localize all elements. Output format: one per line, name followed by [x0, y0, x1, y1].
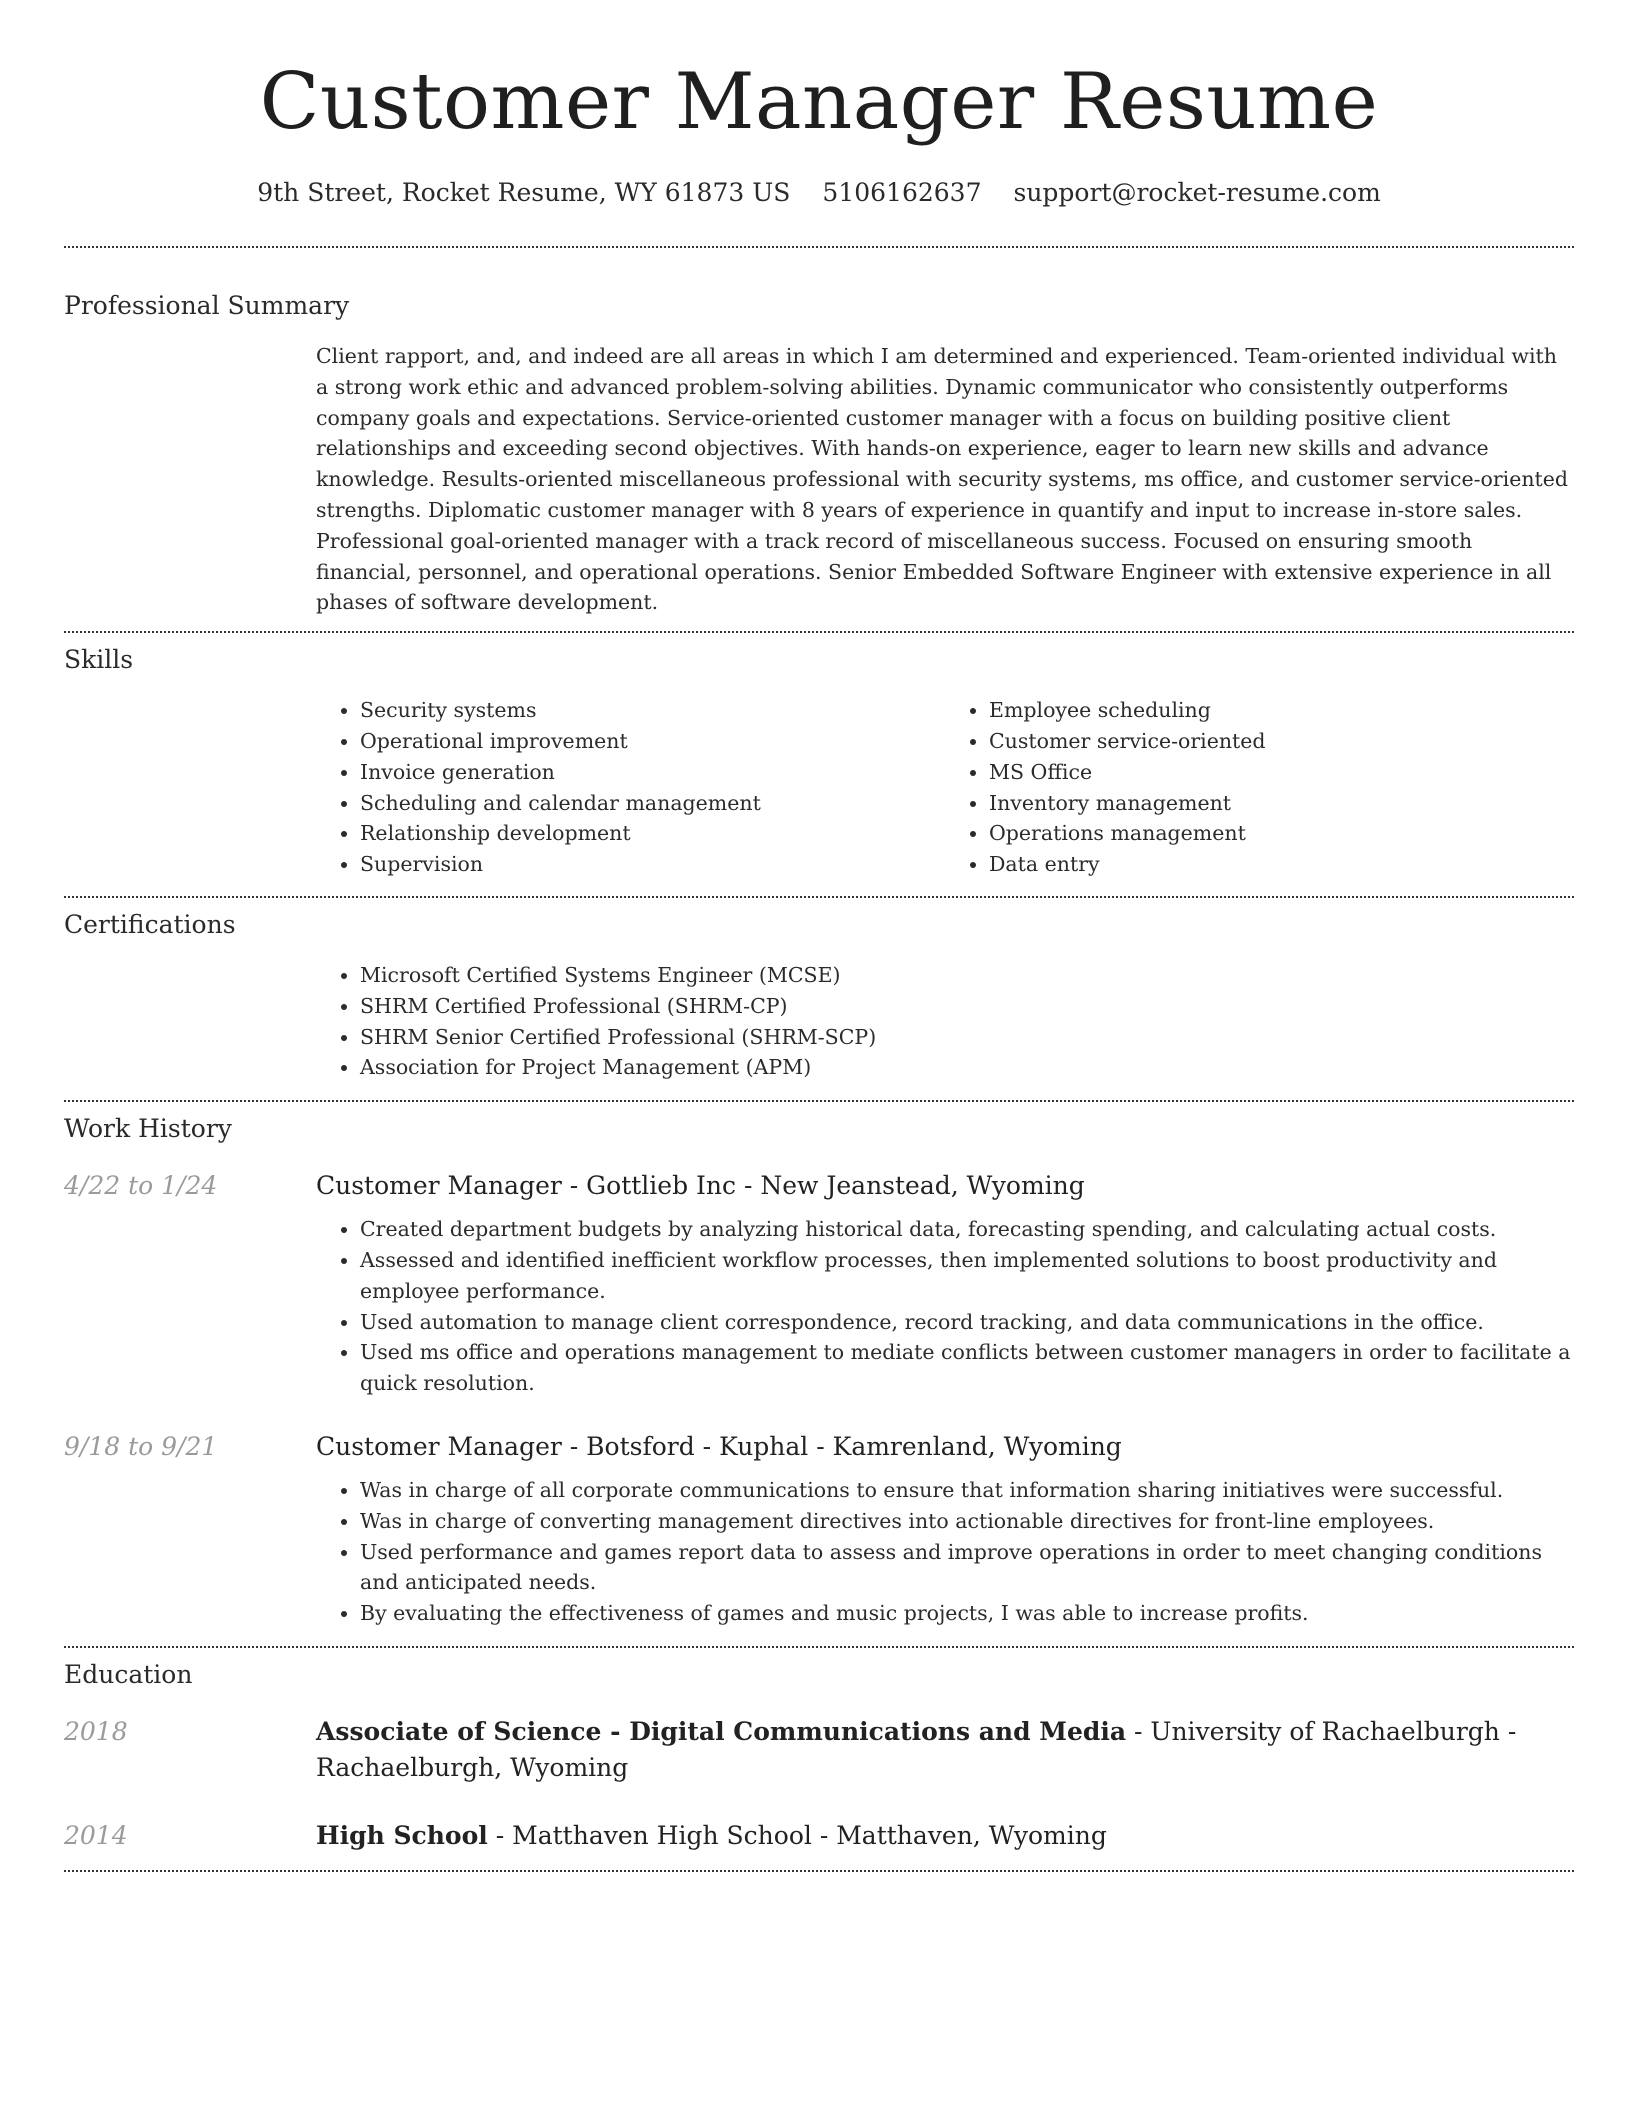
list-item: • Operations management — [989, 818, 1574, 849]
job-entry — [64, 1429, 1574, 1465]
job-role: Customer Manager — [316, 1431, 562, 1461]
education-date: 2014 — [64, 1820, 128, 1850]
list-item: • Supervision — [360, 849, 945, 880]
section-title-summary: Professional Summary — [64, 291, 350, 320]
list-item: • Security systems — [360, 695, 945, 726]
job-company: - Gottlieb Inc - New Jeanstead, Wyoming — [561, 1171, 1085, 1201]
divider — [64, 1100, 1574, 1102]
section-title-education: Education — [64, 1659, 193, 1689]
job-entry — [64, 1168, 1574, 1204]
list-item: • Inventory management — [989, 788, 1574, 819]
resume-title: Customer Manager Resume — [259, 57, 1379, 147]
skills-column-left — [316, 695, 945, 880]
education-date: 2018 — [64, 1716, 128, 1746]
education-heading — [316, 1818, 1574, 1854]
education-school: - Matthaven High School - Matthaven, Wyoming — [487, 1820, 1107, 1850]
job-date: 9/18 to 9/21 — [64, 1431, 218, 1461]
list-item: • Used automation to manage client correspondence, record tracking, and data communications in the office. — [360, 1307, 1574, 1338]
list-item: • Was in charge of converting management directives into actionable directives for front-line employees. — [360, 1506, 1574, 1537]
list-item: • Created department budgets by analyzing historical data, forecasting spending, and calculating actual costs. — [360, 1214, 1574, 1245]
section-title-work-history: Work History — [64, 1114, 232, 1144]
list-item: • Data entry — [989, 849, 1574, 880]
contact-phone: 5106162637 — [822, 178, 982, 207]
list-item: • By evaluating the effectiveness of games and music projects, I was able to increase profits. — [360, 1598, 1574, 1629]
job-bullets — [316, 1475, 1574, 1629]
list-item: • Customer service-oriented — [989, 726, 1574, 757]
job-heading — [316, 1168, 1574, 1204]
list-item: • Relationship development — [360, 818, 945, 849]
job-company: - Botsford - Kuphal - Kamrenland, Wyoming — [561, 1431, 1122, 1461]
divider — [64, 1870, 1574, 1872]
education-school: - University of Rachaelburgh - Rachaelburgh, Wyoming — [316, 1716, 1517, 1782]
job-date: 4/22 to 1/24 — [64, 1171, 218, 1201]
skills-list — [316, 695, 1574, 880]
list-item: • Scheduling and calendar management — [360, 788, 945, 819]
education-heading — [316, 1714, 1574, 1786]
divider — [64, 246, 1574, 248]
contact-line — [64, 176, 1574, 210]
job-heading — [316, 1429, 1574, 1465]
contact-address: 9th Street, Rocket Resume, WY 61873 US — [257, 178, 791, 207]
list-item: • SHRM Certified Professional (SHRM-CP) — [360, 991, 1574, 1022]
list-item: • Assessed and identified inefficient workflow processes, then implemented solutions to boost productivity and employee performance. — [360, 1245, 1574, 1307]
certifications-list — [316, 960, 1574, 1083]
resume-page — [64, 0, 1574, 1872]
list-item: • SHRM Senior Certified Professional (SHRM-SCP) — [360, 1022, 1574, 1053]
list-item: • Used ms office and operations management to mediate conflicts between customer managers in order to facilitate a quick resolution. — [360, 1337, 1574, 1399]
divider — [64, 631, 1574, 633]
list-item: • Used performance and games report data to assess and improve operations in order to meet changing conditions and anticipated needs. — [360, 1537, 1574, 1599]
list-item: • Was in charge of all corporate communications to ensure that information sharing initiatives were successful. — [360, 1475, 1574, 1506]
list-item: • MS Office — [989, 757, 1574, 788]
summary-text: Client rapport, and, and indeed are all areas in which I am determined and experienced. Team-oriented individual with a strong work ethic and advanced problem-solving abilities. Dynamic communicator who consistently outperforms company goals and expectations. Service-oriented customer manager with a focus on building positive client relationships and exceeding second objectives. With hands-on experience, eager to learn new skills and advance knowledge. Results-oriented miscellaneous professional with security systems, ms office, and customer service-oriented strengths. Diplomatic customer manager with 8 years of experience in quantify and input to increase in-store sales. Professional goal-oriented manager with a track record of miscellaneous success. Focused on ensuring smooth financial, personnel, and operational operations. Senior Embedded Software Engineer with extensive experience in all phases of software development. — [316, 344, 1569, 615]
list-item: • Association for Project Management (APM) — [360, 1052, 1574, 1083]
section-title-certifications: Certifications — [64, 909, 236, 939]
job-bullets — [316, 1214, 1574, 1399]
list-item: • Microsoft Certified Systems Engineer (MCSE) — [360, 960, 1574, 991]
job-role: Customer Manager — [316, 1171, 562, 1201]
list-item: • Employee scheduling — [989, 695, 1574, 726]
education-entry — [64, 1714, 1574, 1786]
divider — [64, 1646, 1574, 1648]
contact-email: support@rocket-resume.com — [1013, 178, 1381, 207]
education-entry — [64, 1818, 1574, 1854]
skills-column-right — [945, 695, 1574, 880]
education-degree: High School — [316, 1820, 488, 1850]
section-title-skills: Skills — [64, 645, 134, 675]
divider — [64, 896, 1574, 898]
education-degree: Associate of Science - Digital Communications and Media — [316, 1716, 1127, 1746]
list-item: • Operational improvement — [360, 726, 945, 757]
list-item: • Invoice generation — [360, 757, 945, 788]
